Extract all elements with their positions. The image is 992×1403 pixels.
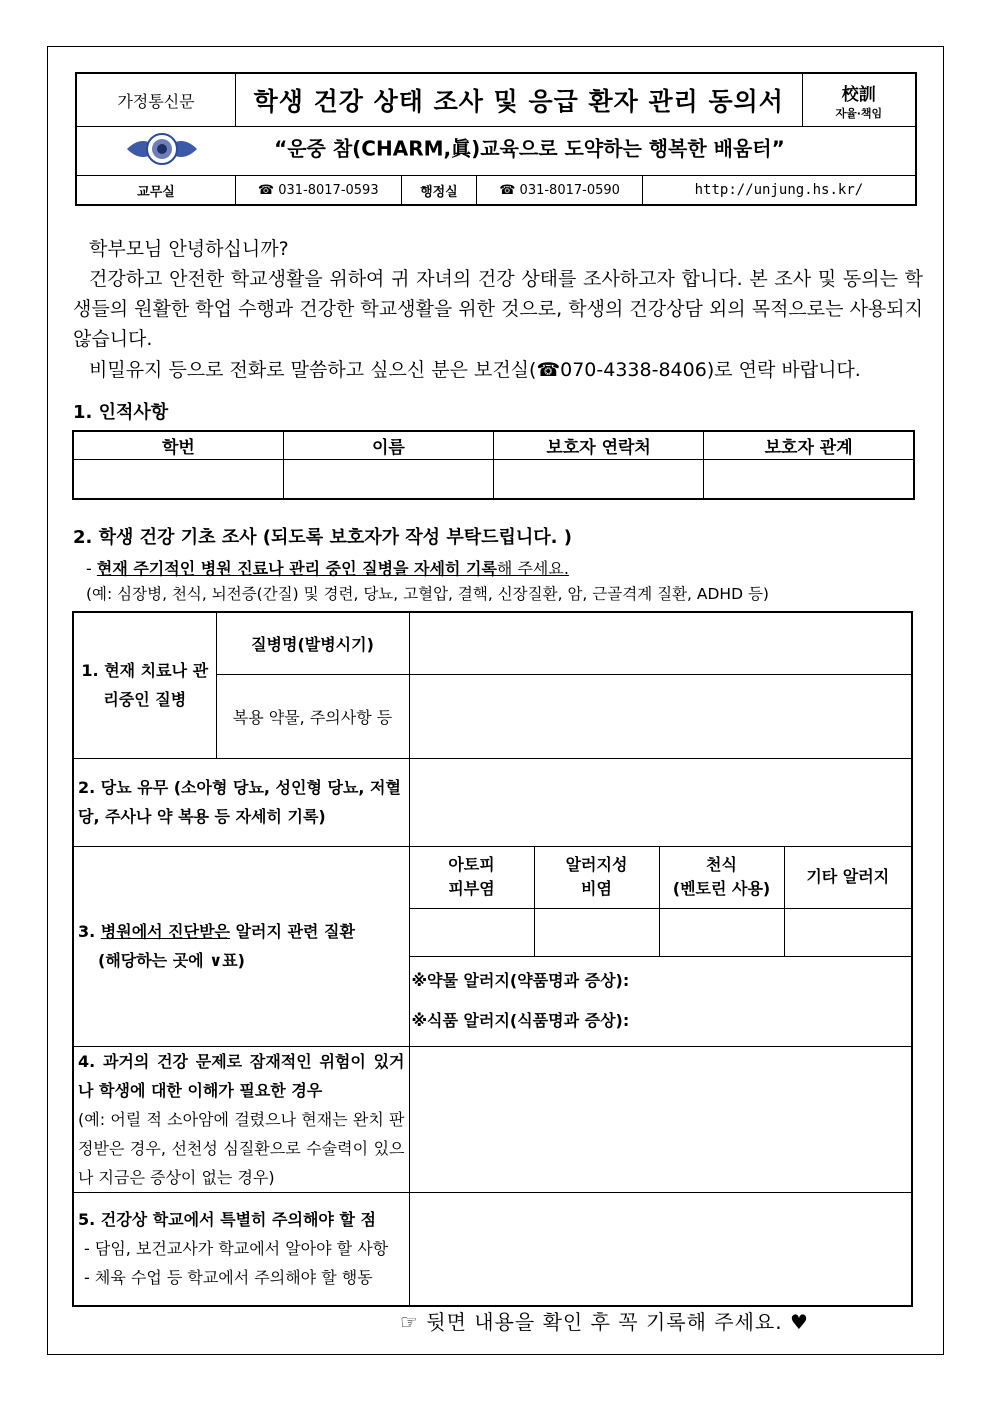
q3-label-instruction: (해당하는 곳에 ∨표) — [98, 951, 245, 970]
motto-title: 校訓 — [841, 84, 876, 105]
q4-label-cell — [73, 1046, 409, 1192]
school-url-link[interactable]: http://unjung.hs.kr/ — [642, 176, 916, 206]
section2-example: (예: 심장병, 천식, 뇌전증(간질) 및 경련, 당뇨, 고혈압, 결핵, 신장질환, 암, 근골격계 질환, ADHD 등) — [86, 585, 769, 603]
q2-diabetes-field[interactable] — [409, 758, 912, 846]
section1-title: 1. 인적사항 — [73, 402, 169, 423]
motto-text: 자율·책임 — [835, 106, 883, 120]
student-number-field[interactable] — [73, 460, 283, 500]
contact-paragraph — [89, 355, 923, 385]
col-guardian-phone: 보호자 연락처 — [494, 431, 704, 460]
q1-disease-field[interactable] — [409, 612, 912, 674]
health-survey-table — [72, 611, 913, 1307]
q3-rhinitis-check[interactable] — [534, 908, 659, 956]
document-type: 가정통신문 — [76, 73, 235, 127]
intro-paragraph: 건강하고 안전한 학교생활을 위하여 귀 자녀의 건강 상태를 조사하고자 합니다. 본 조사 및 동의는 학생들의 원활한 학업 수행과 건강한 학교생활을 위한 것으로, 학생의 건강상담 외의 목적으로는 사용되지 않습니다. — [73, 268, 923, 350]
section2-note — [86, 556, 569, 579]
q5-item-1: - 담임, 보건교사가 학교에서 알아야 할 사항 — [84, 1239, 389, 1259]
q3-drug-allergy: ※약물 알러지(약품명과 증상): — [411, 971, 630, 990]
q4-label: 4. 과거의 건강 문제로 잠재적인 위험이 있거나 학생에 대한 이해가 필요한 경우 — [78, 1051, 405, 1100]
office2-phone: ☎ 031-8017-0590 — [477, 176, 643, 206]
q3-food-allergy: ※식품 알러지(식품명과 증상): — [411, 1011, 630, 1030]
nurse-phone: ☎070-4338-8406 — [536, 359, 707, 381]
q1-label: 1. 현재 치료나 관리중인 질병 — [73, 612, 216, 758]
q2-label: 2. 당뇨 유무 (소아형 당뇨, 성인형 당뇨, 저혈당, 주사나 약 복용 등 자세히 기록) — [73, 758, 409, 846]
q3-atopic-check[interactable] — [409, 908, 534, 956]
col-guardian-relation: 보호자 관계 — [704, 431, 914, 460]
q3-label-emphasis: 병원에서 진단받은 — [100, 922, 230, 941]
q3-label-num: 3. — [78, 922, 101, 941]
newsletter-header — [75, 72, 917, 206]
contact-text-end: )로 연락 바랍니다. — [706, 359, 861, 381]
page-title: 학생 건강 상태 조사 및 응급 환자 관리 동의서 — [235, 73, 802, 127]
q3-asthma-check[interactable] — [659, 908, 784, 956]
student-info-table — [72, 430, 915, 500]
q3-label-rest: 알러지 관련 질환 — [230, 922, 355, 941]
q3-allergy-details[interactable] — [409, 956, 912, 1046]
contact-text: 비밀유지 등으로 전화로 말씀하고 싶으신 분은 보건실( — [89, 359, 537, 381]
school-logo-icon — [125, 131, 199, 171]
q3-col-rhinitis: 알러지성 비염 — [534, 846, 659, 908]
note-emphasis: 현재 주기적인 병원 진료나 관리 중인 질병을 자세히 기록 — [96, 559, 497, 578]
slogan-row — [76, 127, 916, 176]
guardian-phone-field[interactable] — [494, 460, 704, 500]
q5-label: 5. 건강상 학교에서 특별히 주의해야 할 점 — [78, 1210, 376, 1230]
office1-label: 교무실 — [76, 176, 235, 206]
q5-label-cell — [73, 1192, 409, 1306]
q4-field[interactable] — [409, 1046, 912, 1192]
q4-example: (예: 어릴 적 소아암에 걸렸으나 현재는 완치 판정받은 경우, 선천성 심질환으로 수술력이 있으나 지금은 증상이 없는 경우) — [78, 1109, 405, 1187]
footer-note: ☞ 뒷면 내용을 확인 후 꼭 기록해 주세요. ♥ — [400, 1310, 809, 1334]
school-motto — [802, 73, 916, 127]
col-name: 이름 — [283, 431, 493, 460]
q3-col-asthma: 천식 (벤토린 사용) — [659, 846, 784, 908]
section2-title: 2. 학생 건강 기초 조사 (되도록 보호자가 작성 부탁드립니다. ) — [73, 527, 572, 548]
q3-col-other: 기타 알러지 — [784, 846, 912, 908]
greeting: 학부모님 안녕하십니까? — [89, 238, 289, 260]
q3-col-atopic: 아토피 피부염 — [409, 846, 534, 908]
q1-medication-field[interactable] — [409, 674, 912, 758]
guardian-relation-field[interactable] — [704, 460, 914, 500]
office2-label: 행정실 — [401, 176, 477, 206]
school-slogan: “운중 참(CHARM,眞)교육으로 도약하는 행복한 배움터” — [274, 136, 785, 161]
office1-phone: ☎ 031-8017-0593 — [235, 176, 401, 206]
q5-item-2: - 체육 수업 등 학교에서 주의해야 할 행동 — [84, 1268, 373, 1288]
q1-disease-label: 질병명(발병시기) — [216, 612, 409, 674]
note-dash: - — [86, 559, 97, 578]
col-student-number: 학번 — [73, 431, 283, 460]
q1-medication-label: 복용 약물, 주의사항 등 — [216, 674, 409, 758]
q5-field[interactable] — [409, 1192, 912, 1306]
note-rest: 해 주세요. — [496, 559, 569, 578]
name-field[interactable] — [283, 460, 493, 500]
q3-other-check[interactable] — [784, 908, 912, 956]
q3-label — [73, 846, 409, 1046]
